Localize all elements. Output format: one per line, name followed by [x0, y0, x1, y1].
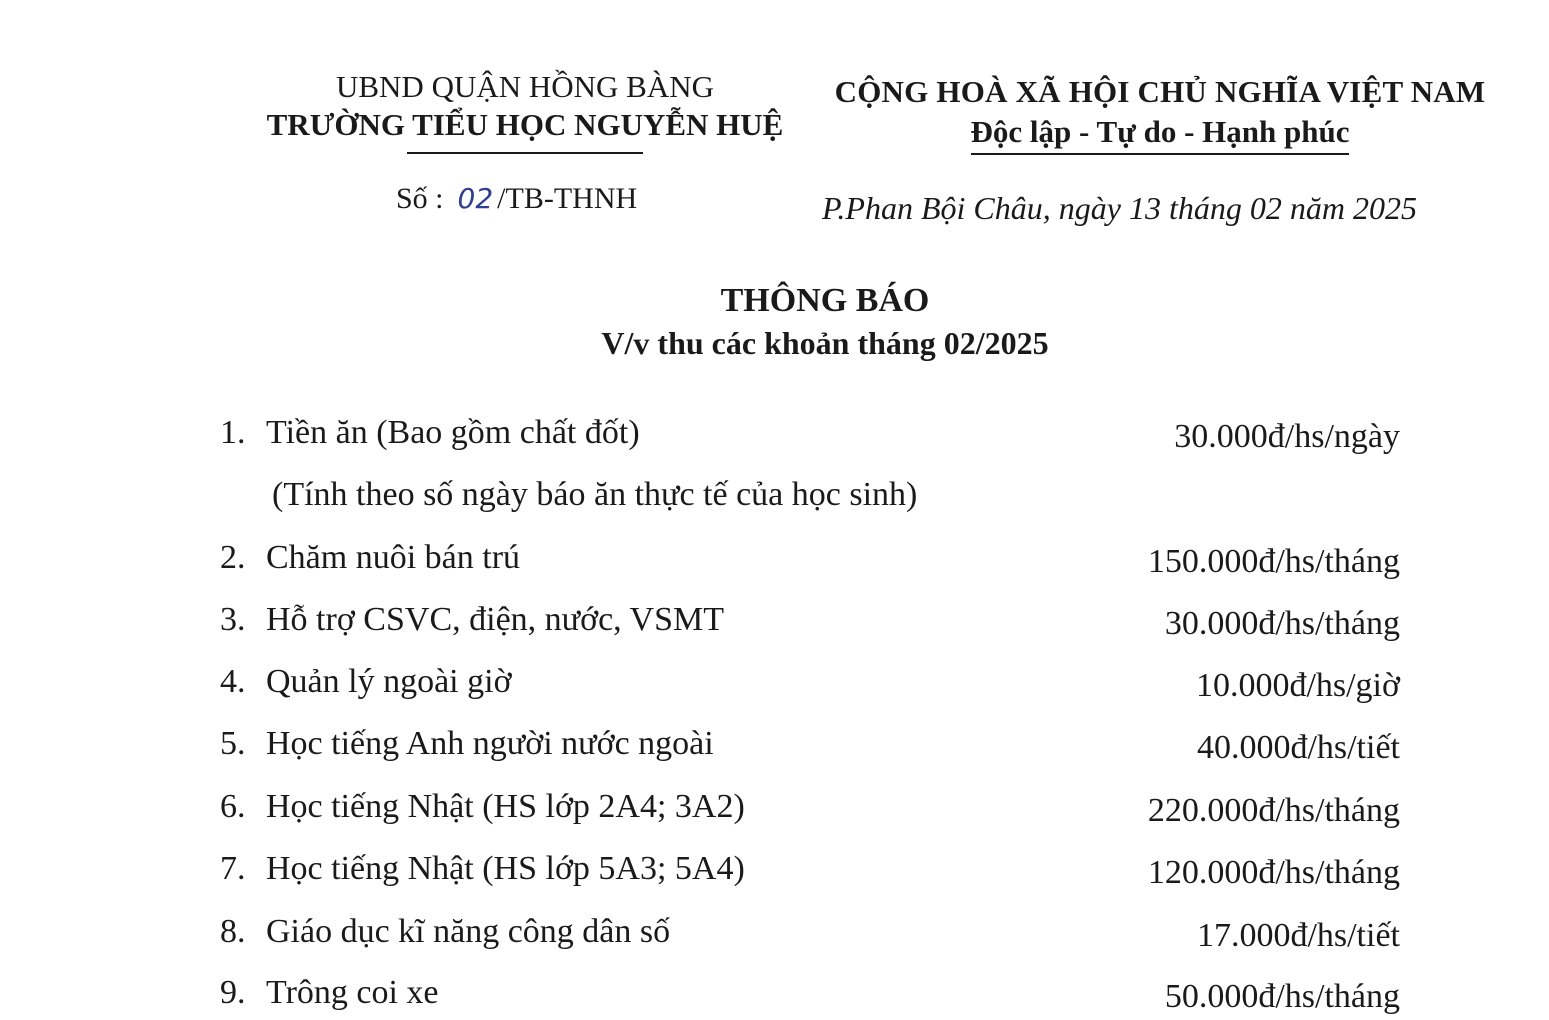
- fee-item-amount: 30.000đ/hs/ngày: [1174, 418, 1400, 455]
- fee-item-label: Tiền ăn (Bao gồm chất đốt): [266, 414, 640, 451]
- issuer-school: TRƯỜNG TIỂU HỌC NGUYỄN HUỆ: [266, 107, 784, 142]
- fee-item-amount: 150.000đ/hs/tháng: [1147, 543, 1400, 580]
- document-number-handwritten: 02: [457, 182, 494, 215]
- fee-item-label: Hỗ trợ CSVC, điện, nước, VSMT: [266, 601, 725, 638]
- fee-item: [0, 659, 1549, 705]
- fee-item: [0, 721, 1549, 767]
- fee-item-note-row: [0, 472, 1549, 518]
- fee-item-label: Giáo dục kĩ năng công dân số: [266, 913, 671, 950]
- fee-item-amount: 17.000đ/hs/tiết: [1196, 917, 1400, 954]
- fee-item: [0, 597, 1549, 643]
- fee-item: [0, 784, 1549, 830]
- document-number-prefix: Số :: [396, 182, 444, 215]
- fee-item-amount: 10.000đ/hs/giờ: [1195, 667, 1400, 704]
- document-number-suffix: /TB-THNH: [497, 182, 638, 215]
- fee-item-label: Quản lý ngoài giờ: [266, 663, 512, 700]
- fee-item-number: 5.: [220, 725, 246, 762]
- fee-item: [0, 846, 1549, 892]
- fee-item-label: Trông coi xe: [266, 974, 439, 1011]
- fee-item-note: (Tính theo số ngày báo ăn thực tế của học sinh): [272, 476, 918, 513]
- fee-item-amount: 40.000đ/hs/tiết: [1196, 729, 1400, 766]
- national-motto: Độc lập - Tự do - Hạnh phúc: [971, 112, 1350, 155]
- fee-item: [0, 970, 1549, 1016]
- fee-item: [0, 909, 1549, 955]
- fee-item-label: Học tiếng Nhật (HS lớp 5A3; 5A4): [266, 850, 745, 887]
- fee-item-amount: 30.000đ/hs/tháng: [1164, 605, 1400, 642]
- document-subtitle: V/v thu các khoản tháng 02/2025: [601, 325, 1049, 361]
- fee-item-number: 2.: [220, 539, 246, 576]
- fee-item-amount: 50.000đ/hs/tháng: [1164, 978, 1400, 1015]
- fee-item-number: 3.: [220, 601, 246, 638]
- fee-item-label: Học tiếng Nhật (HS lớp 2A4; 3A2): [266, 788, 745, 825]
- national-name: CỘNG HOÀ XÃ HỘI CHỦ NGHĨA VIỆT NAM: [834, 74, 1486, 109]
- fee-item-number: 1.: [220, 414, 246, 451]
- fee-item: [0, 535, 1549, 581]
- fee-item: [0, 410, 1549, 456]
- fee-item-amount: 220.000đ/hs/tháng: [1147, 792, 1400, 829]
- issuer-district: UBND QUẬN HỒNG BÀNG: [335, 69, 715, 104]
- fee-item-number: 4.: [220, 663, 246, 700]
- document-title: THÔNG BÁO: [720, 282, 930, 319]
- fee-item-amount: 120.000đ/hs/tháng: [1147, 854, 1400, 891]
- fee-item-number: 7.: [220, 850, 246, 887]
- fee-item-number: 9.: [220, 974, 246, 1011]
- fee-item-number: 6.: [220, 788, 246, 825]
- fee-item-label: Học tiếng Anh người nước ngoài: [266, 725, 714, 762]
- fee-item-number: 8.: [220, 913, 246, 950]
- place-and-date: P.Phan Bội Châu, ngày 13 tháng 02 năm 2025: [822, 190, 1417, 226]
- fee-item-label: Chăm nuôi bán trú: [266, 539, 521, 576]
